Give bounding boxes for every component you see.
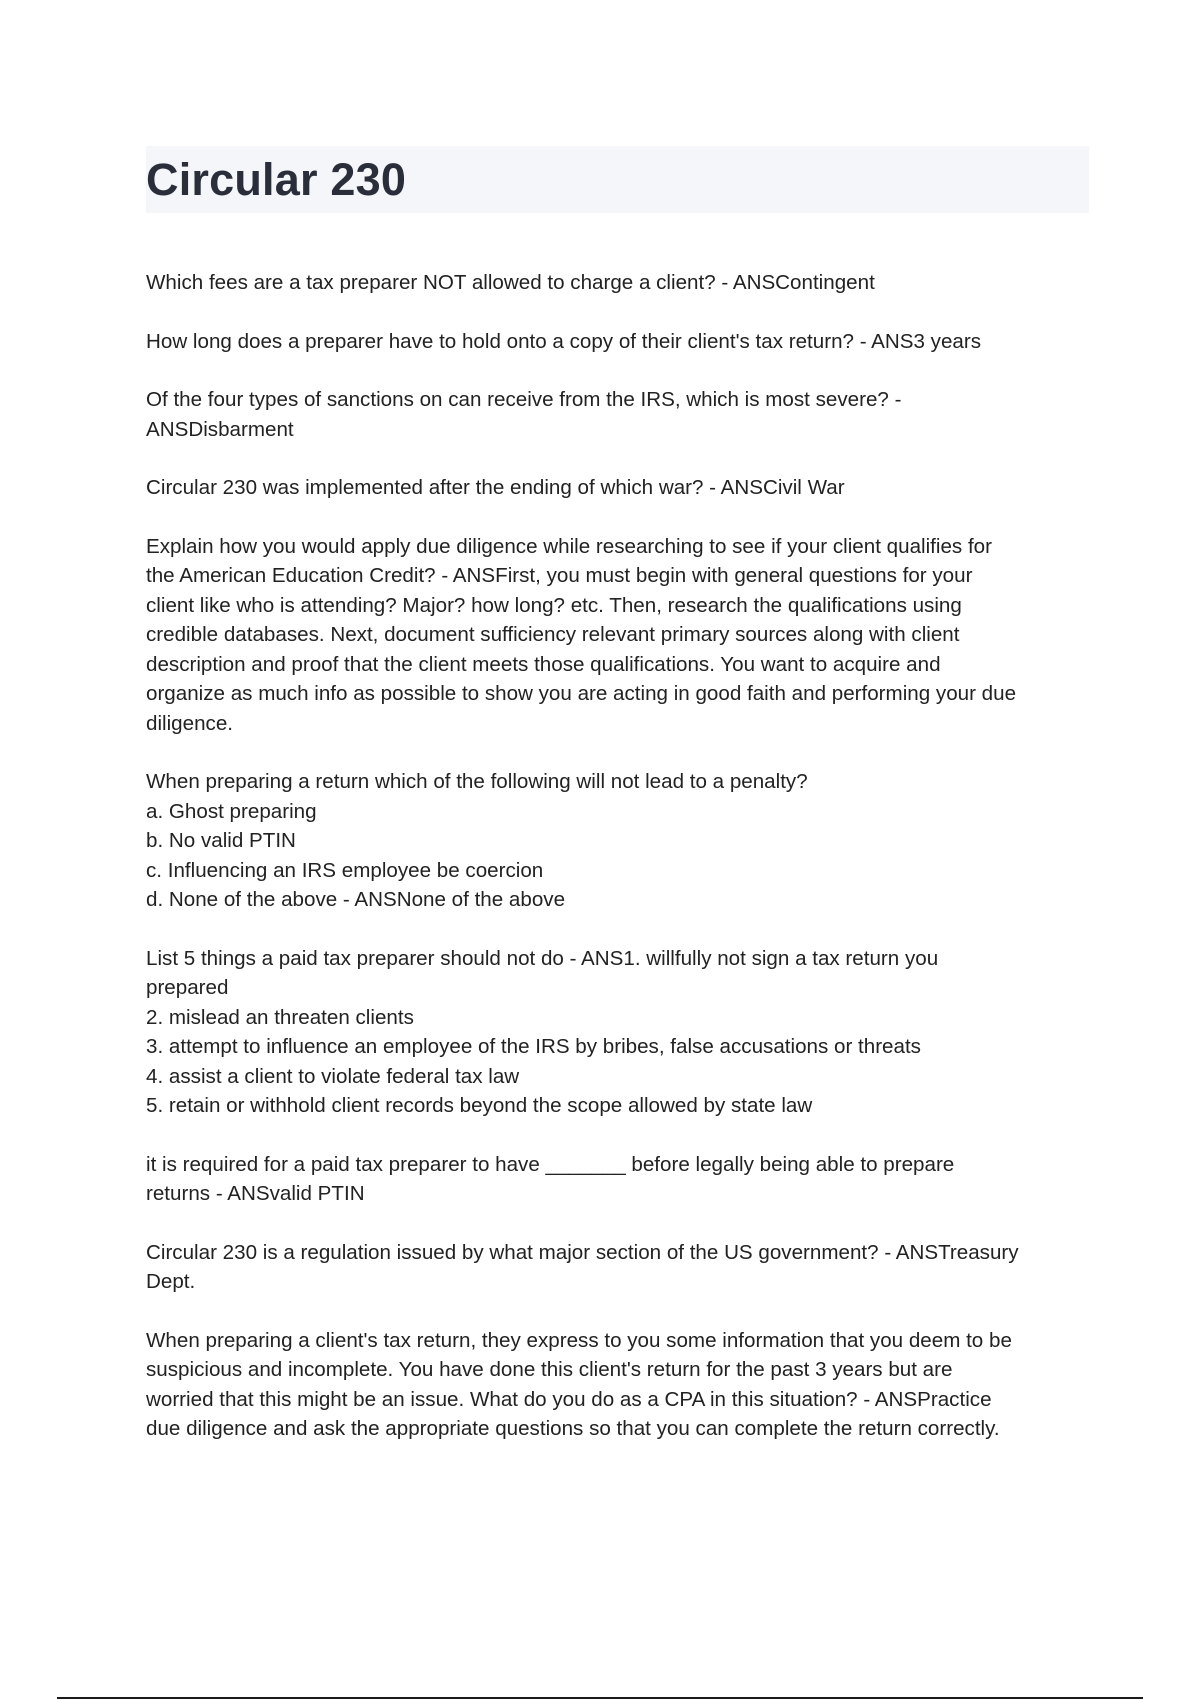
- qa-line: organize as much info as possible to show you are acting in good faith and performing your due: [146, 682, 1017, 705]
- qa-line: worried that this might be an issue. What do you do as a CPA in this situation? - ANSPractice: [146, 1387, 992, 1411]
- qa-item: [146, 1150, 1091, 1209]
- qa-line: Circular 230 was implemented after the ending of which war? - ANSCivil War: [146, 476, 845, 499]
- qa-line: Circular 230 is a regulation issued by what major section of the US government? - ANSTreasury: [146, 1240, 1019, 1264]
- qa-line: it is required for a paid tax preparer to have _______ before legally being able to prepare: [146, 1152, 955, 1176]
- qa-line: returns - ANSvalid PTIN: [146, 1182, 365, 1205]
- qa-line: When preparing a client's tax return, they express to you some information that you deem to be: [146, 1328, 1012, 1352]
- qa-item: [146, 767, 1091, 915]
- qa-line: the American Education Credit? - ANSFirst, you must begin with general questions for your: [146, 564, 973, 587]
- qa-line: client like who is attending? Major? how long? etc. Then, research the qualifications using: [146, 593, 962, 617]
- qa-line: ANSDisbarment: [146, 417, 294, 441]
- qa-line: due diligence and ask the appropriate questions so that you can complete the return correctly.: [146, 1417, 1000, 1440]
- qa-line: c. Influencing an IRS employee be coercion: [146, 858, 544, 882]
- qa-line: b. No valid PTIN: [146, 829, 296, 852]
- qa-line: credible databases. Next, document sufficiency relevant primary sources along with client: [146, 623, 960, 646]
- qa-line: Which fees are a tax preparer NOT allowed to charge a client? - ANSContingent: [146, 271, 875, 294]
- qa-item: [146, 944, 1091, 1121]
- qa-list: [146, 268, 1091, 1473]
- qa-item: [146, 327, 1091, 357]
- qa-line: When preparing a return which of the following will not lead to a penalty?: [146, 770, 808, 793]
- qa-item: [146, 532, 1091, 739]
- page-title: Circular 230: [146, 154, 407, 205]
- qa-line: Of the four types of sanctions on can receive from the IRS, which is most severe? -: [146, 388, 902, 411]
- qa-item: [146, 473, 1091, 503]
- title-band: [146, 146, 1089, 213]
- qa-line: How long does a preparer have to hold onto a copy of their client's tax return? - ANS3 years: [146, 329, 982, 353]
- qa-item: [146, 268, 1091, 298]
- qa-line: List 5 things a paid tax preparer should not do - ANS1. willfully not sign a tax return you: [146, 946, 939, 970]
- qa-item: [146, 1238, 1091, 1297]
- qa-item: [146, 1326, 1091, 1444]
- qa-line: 2. mislead an threaten clients: [146, 1005, 414, 1029]
- qa-line: suspicious and incomplete. You have done this client's return for the past 3 years but are: [146, 1358, 953, 1381]
- qa-line: 5. retain or withhold client records beyond the scope allowed by state law: [146, 1094, 813, 1117]
- qa-line: diligence.: [146, 711, 234, 735]
- qa-line: 4. assist a client to violate federal tax law: [146, 1064, 520, 1088]
- qa-line: a. Ghost preparing: [146, 799, 317, 823]
- qa-line: d. None of the above - ANSNone of the above: [146, 888, 566, 911]
- qa-line: Explain how you would apply due diligence while researching to see if your client qualifies for: [146, 534, 992, 558]
- qa-line: Dept.: [146, 1270, 196, 1293]
- footer-divider: [57, 1697, 1143, 1699]
- qa-line: description and proof that the client meets those qualifications. You want to acquire and: [146, 652, 941, 676]
- qa-item: [146, 385, 1091, 444]
- qa-line: 3. attempt to influence an employee of the IRS by bribes, false accusations or threats: [146, 1035, 921, 1058]
- qa-line: prepared: [146, 976, 229, 999]
